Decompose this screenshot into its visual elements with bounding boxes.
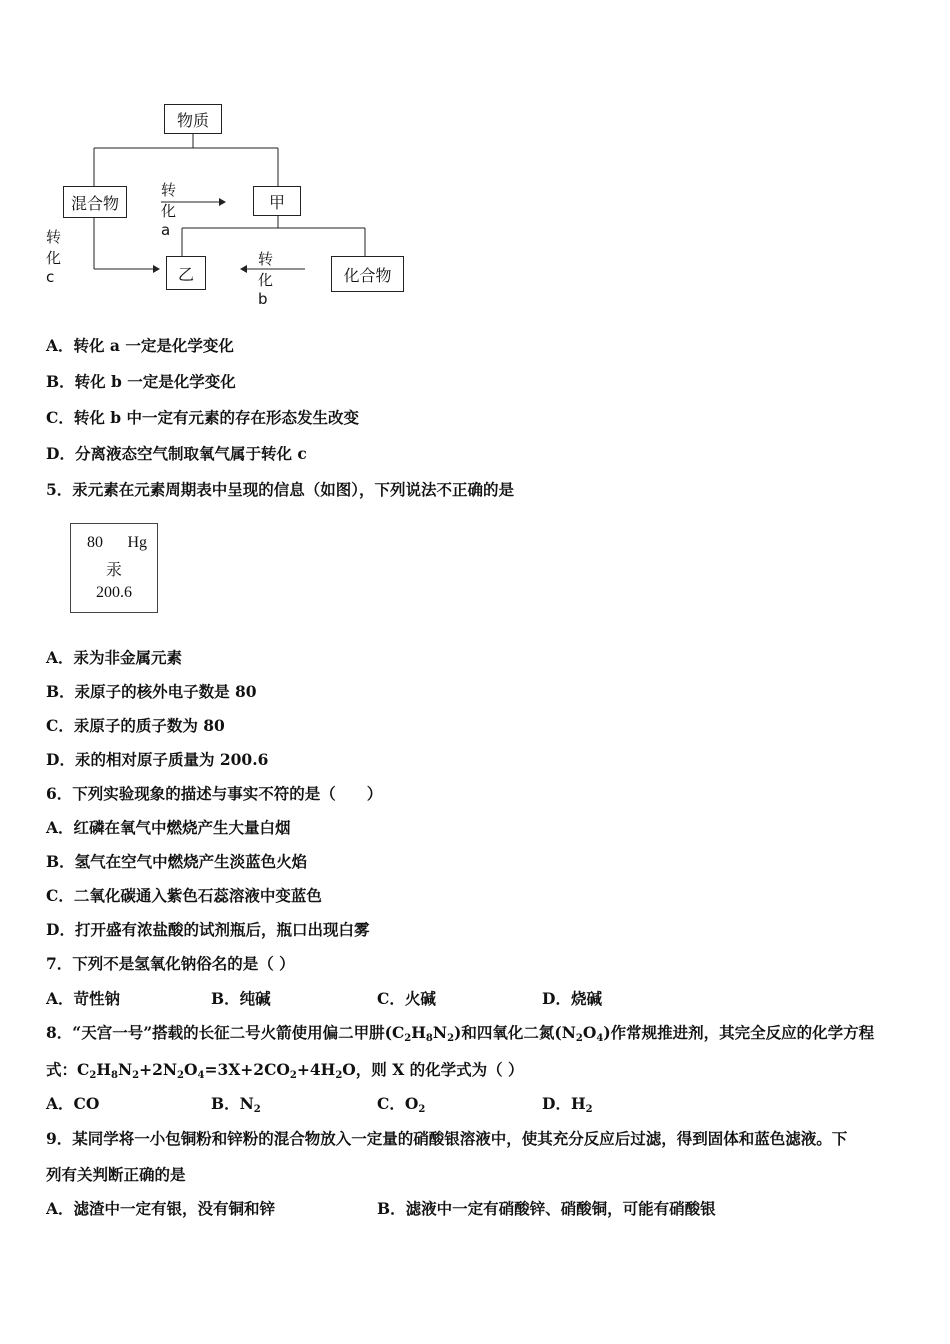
formula-c: C <box>391 1023 405 1042</box>
q7-option-b: B．纯碱 <box>211 989 271 1008</box>
sub: 2 <box>289 1070 297 1081</box>
element-symbol: Hg <box>127 534 147 551</box>
q7-option-c: C．火碱 <box>377 989 436 1008</box>
q7-stem: 7．下列不是氢氧化钠俗名的是（ ） <box>46 954 295 973</box>
label-conversion-a: 转化a <box>161 181 177 239</box>
formula-n: N <box>561 1023 576 1042</box>
sub: 2 <box>575 1033 583 1044</box>
q6-stem: 6．下列实验现象的描述与事实不符的是（ ） <box>46 784 383 803</box>
mercury-element-card <box>70 523 158 613</box>
option-b-text: B．N <box>211 1094 254 1113</box>
eq-o: O <box>342 1060 356 1079</box>
q6-option-b: B．氢气在空气中燃烧产生淡蓝色火焰 <box>46 852 308 871</box>
q9-option-a: A．滤渣中一定有银，没有铜和锌 <box>46 1199 276 1218</box>
q9-stem-line1: 9．某同学将一小包铜粉和锌粉的混合物放入一定量的硝酸银溶液中，使其充分反应后过滤，得到固体和蓝色滤液。下 <box>46 1129 848 1148</box>
q4-option-a: A．转化 a 一定是化学变化 <box>46 336 234 355</box>
atomic-number: 80 <box>87 534 103 551</box>
q8-option-d <box>542 1094 593 1114</box>
q8-suffix: ，则 X 的化学式为（ ） <box>355 1060 524 1079</box>
q9-stem-line2: 列有关判断正确的是 <box>46 1165 186 1184</box>
sub: 8 <box>110 1070 118 1081</box>
label-conversion-b: 转化b <box>258 250 274 308</box>
sub: 4 <box>596 1033 604 1044</box>
q4-option-b: B．转化 b 一定是化学变化 <box>46 372 236 391</box>
sub: 2 <box>585 1104 593 1115</box>
q6-option-c: C．二氧化碳通入紫色石蕊溶液中变蓝色 <box>46 886 322 905</box>
atomic-mass: 200.6 <box>96 584 132 601</box>
q7-option-d: D．烧碱 <box>542 989 602 1008</box>
q8-text-2: )和四氧化二氮( <box>454 1023 562 1042</box>
q4-option-c: C．转化 b 中一定有元素的存在形态发生改变 <box>46 408 359 427</box>
formula-o: O <box>582 1023 597 1042</box>
q7-option-a: A．苛性钠 <box>46 989 121 1008</box>
sub: 2 <box>132 1070 140 1081</box>
sub: 2 <box>177 1070 185 1081</box>
box-mixture: 混合物 <box>63 186 127 218</box>
q5-stem: 5．汞元素在元素周期表中呈现的信息（如图），下列说法不正确的是 <box>46 480 515 499</box>
q8-text-1: 8．“天宫一号”搭载的长征二号火箭使用偏二甲肼( <box>46 1023 392 1042</box>
box-yi: 乙 <box>166 256 206 290</box>
q8-prefix: 式： <box>46 1060 78 1079</box>
q6-option-d: D．打开盛有浓盐酸的试剂瓶后，瓶口出现白雾 <box>46 920 370 939</box>
q8-option-b <box>211 1094 261 1114</box>
formula-o: O <box>184 1060 198 1079</box>
q8-option-a: A．CO <box>46 1094 100 1113</box>
formula-h: H <box>96 1060 111 1079</box>
box-compound: 化合物 <box>331 256 404 292</box>
q8-stem-line1 <box>46 1023 874 1043</box>
q6-option-a: A．红磷在氧气中燃烧产生大量白烟 <box>46 818 291 837</box>
eq-3x: =3X+2CO <box>204 1060 290 1079</box>
element-name: 汞 <box>105 562 122 579</box>
q5-option-a: A．汞为非金属元素 <box>46 648 183 667</box>
q8-option-c <box>377 1094 425 1114</box>
sub: 2 <box>335 1070 343 1081</box>
q5-option-d: D．汞的相对原子质量为 200.6 <box>46 750 269 769</box>
option-c-text: C．O <box>377 1094 419 1113</box>
formula-c: C <box>77 1060 90 1079</box>
q5-option-b: B．汞原子的核外电子数是 80 <box>46 682 257 701</box>
q5-option-c: C．汞原子的质子数为 80 <box>46 716 225 735</box>
q4-option-d: D．分离液态空气制取氧气属于转化 c <box>46 444 307 463</box>
q9-option-b: B．滤液中一定有硝酸锌、硝酸铜，可能有硝酸银 <box>377 1199 716 1218</box>
formula-n: N <box>117 1060 133 1079</box>
formula-n: N <box>432 1023 448 1042</box>
option-d-text: D．H <box>542 1094 586 1113</box>
formula-h: H <box>411 1023 426 1042</box>
box-jia: 甲 <box>253 186 301 216</box>
sub: 2 <box>418 1104 426 1115</box>
q8-stem-line2 <box>46 1060 524 1080</box>
sub: 4 <box>197 1070 205 1081</box>
sub: 2 <box>89 1070 97 1081</box>
box-substance: 物质 <box>164 104 222 134</box>
label-conversion-c: 转化c <box>46 228 62 286</box>
q8-text-3: )作常规推进剂，其完全反应的化学方程 <box>603 1023 875 1042</box>
sub: 2 <box>253 1104 261 1115</box>
eq-2n: +2N <box>139 1060 178 1079</box>
eq-4h: +4H <box>296 1060 336 1079</box>
sub: 2 <box>404 1033 412 1044</box>
sub: 2 <box>447 1033 455 1044</box>
sub: 8 <box>425 1033 433 1044</box>
